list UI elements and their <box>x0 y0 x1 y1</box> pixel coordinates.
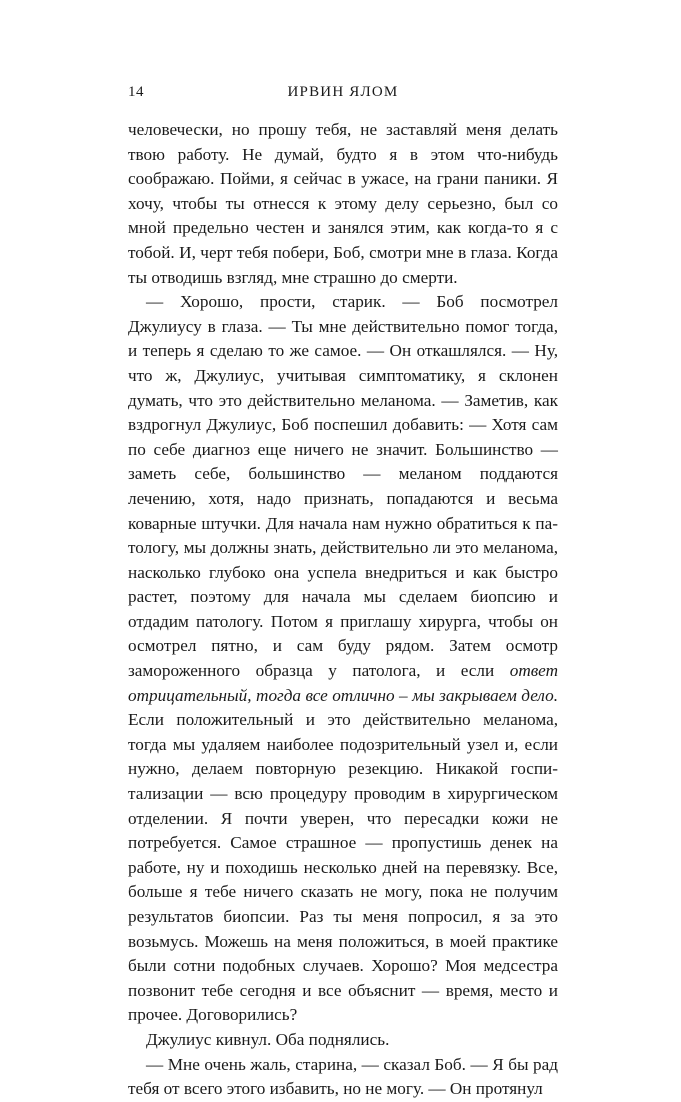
page-header <box>128 84 558 118</box>
paragraph-2-italic-text: ответ отрицательный, тогда все отлично – мы закрываем дело. <box>128 661 558 705</box>
paragraph-4: — Мне очень жаль, старина, — сказал Боб. — Я бы рад тебя от всего этого избавить, но не могу. — Он протянул <box>128 1054 558 1099</box>
running-head-author: ИРВИН ЯЛОМ <box>287 84 399 100</box>
book-page <box>128 84 558 1102</box>
page-number: 14 <box>128 84 144 100</box>
paragraph-2-text-before: — Хорошо, прости, старик. — Боб посмотрел Джулиусу в глаза. — Ты мне действительно помог тогда, и теперь я сделаю то же самое. — Он откашлялся. — Ну, что ж, Джулиус, учитывая симптоматику, я склонен думать, что это действительно меланома. — Заметив, как вздрогнул Джулиус, Боб поспешил добавить: — Хотя сам по себе диагноз еще ничего не значит. Большинство — заметь себе, большинство — меланом поддаются лечению, хотя, надо признать, попадаются и весьма коварные штучки. Для начала нам нужно обратиться к патологу, мы должны знать, действительно ли это меланома, насколько глубоко она успела внедриться и как быстро растет, поэтому для начала мы сделаем биопсию и отдадим патологу. Потом я приглашу хирурга, чтобы он осмотрел пятно, и сам буду рядом. Затем осмотр замороженного образца у патолога, и если <box>128 292 558 681</box>
paragraph-2 <box>128 290 558 1028</box>
paragraph-2-text-after: Если положительный и это действительно меланома, тогда мы удаляем наиболее подозрительный узел и, если нужно, делаем повторную резекцию. Никакой госпитализации — всю процедуру проводим в хирургическом отделении. Я почти уверен, что пересадки кожи не потребуется. Самое страшное — пропустишь денек на работе, ну и походишь несколько дней на перевязку. Все, больше я тебе ничего сказать не могу, пока не получим результатов биопсии. Раз ты меня попросил, я за это возьмусь. Можешь на меня положиться, в моей практике были сотни подобных случаев. Хорошо? Моя медсестра позвонит тебе сегодня и все объяснит — время, место и прочее. Договорились? <box>128 710 558 1025</box>
paragraph-1: человечески, но прошу тебя, не заставляй меня делать твою работу. Не думай, будто я в этом что-нибудь соображаю. Пойми, я сейчас в ужасе, на грани паники. Я хочу, чтобы ты отнесся к этому делу серьезно, был со мной предельно честен и занялся этим, как когда-то я с тобой. И, черт тебя побери, Боб, смотри мне в глаза. Когда ты отводишь взгляд, мне страшно до смерти. <box>128 120 558 287</box>
paragraph-3: Джулиус кивнул. Оба поднялись. <box>146 1029 390 1049</box>
body-text <box>128 118 558 1102</box>
